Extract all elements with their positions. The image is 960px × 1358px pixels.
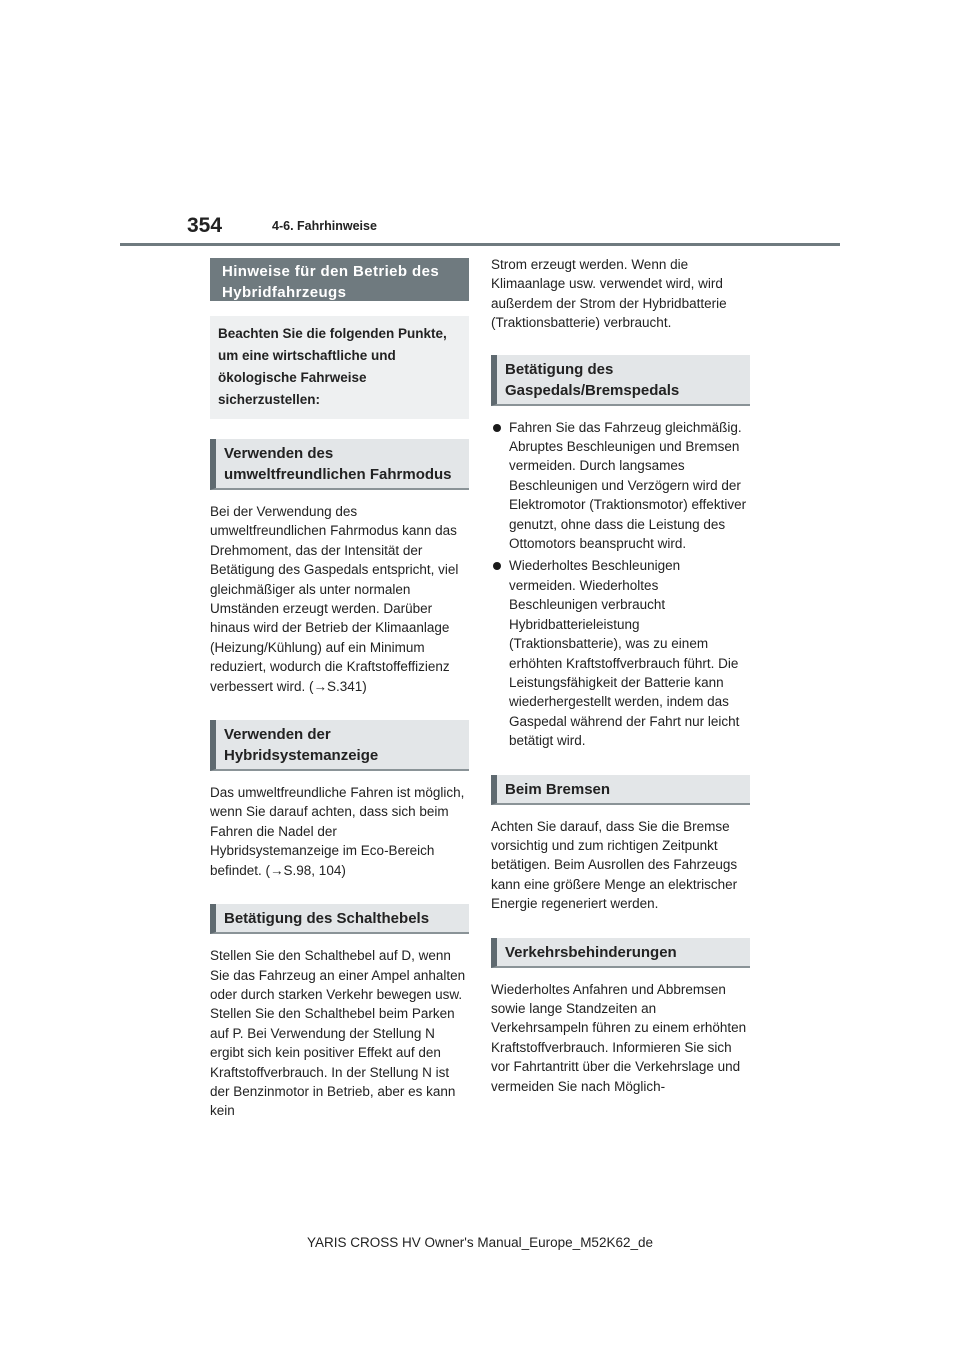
page-number: 354: [187, 214, 223, 237]
list-item: Fahren Sie das Fahrzeug gleichmäßig. Abruptes Beschleunigen und Bremsen vermeiden. Durch langsames Beschleunigen und Verzögern wird der Elektromotor (Traktionsmotor) effektiver genutzt, ohne dass die Leistung des Ottomotors beansprucht wird.: [491, 418, 750, 554]
text-traffic: Wiederholtes Anfahren und Abbremsen sowie lange Standzeiten an Verkehrsampeln führen zu einem erhöhten Kraftstoffverbrauch. Informieren Sie sich vor Fahrtantritt über die Verkehrslage und vermeiden Sie nach Möglich-: [491, 981, 747, 1094]
header-divider: [120, 243, 840, 246]
heading-pedals: Betätigung des Gaspedals/Bremspedals: [491, 355, 750, 406]
heading-shift-lever: Betätigung des Schalthebels: [210, 904, 469, 934]
heading-hybrid-display: Verwenden der Hybridsystemanzeige: [210, 720, 469, 771]
text-braking: Achten Sie darauf, dass Sie die Bremse vorsichtig und zum richtigen Zeitpunkt betätigen. Beim Ausrollen des Fahrzeugs kann eine größere Menge an elektrischer Energie regeneriert werden.: [491, 818, 738, 912]
list-item: Wiederholtes Beschleunigen vermeiden. Wiederholtes Beschleunigen verbraucht Hybridbatterieleistung (Traktionsbatterie), was zu einem erhöhten Kraftstoffverbrauch führt. Die Leistungsfähigkeit der Batterie kann wiederhergestellt werden, indem das Gaspedal während der Fahrt nur leicht betätigt wird.: [491, 556, 750, 750]
right-column: [491, 258, 750, 1096]
pedal-tips-list: [491, 418, 750, 751]
section-label: 4-6. Fahrhinweise: [272, 219, 377, 233]
text-eco-mode: Bei der Verwendung des umweltfreundlichen Fahrmodus kann das Drehmoment, das der Intensität der Betätigung des Gaspedals entspricht, viel gleichmäßiger als unter normalen Umständen erzeugt werden. Darüber hinaus wird der Betrieb der Klimaanlage (Heizung/Kühlung) auf ein Minimum reduziert, wodurch die Kraftstoffeffizienz verbessert wird. (→S.341): [210, 504, 459, 694]
heading-eco-mode: Verwenden des umweltfreundlichen Fahrmodus: [210, 439, 469, 490]
left-column: [210, 258, 469, 1121]
page-footer: YARIS CROSS HV Owner's Manual_Europe_M52K62_de: [307, 1235, 653, 1250]
main-title: Hinweise für den Betrieb des Hybridfahrzeugs: [210, 258, 469, 301]
intro-box: Beachten Sie die folgenden Punkte, um eine wirtschaftliche und ökologische Fahrweise sicherzustellen:: [210, 316, 469, 419]
heading-braking: Beim Bremsen: [491, 775, 750, 805]
heading-traffic: Verkehrsbehinderungen: [491, 938, 750, 968]
text-shift-lever-continued: Strom erzeugt werden. Wenn die Klimaanlage usw. verwendet wird, wird außerdem der Strom der Hybridbatterie (Traktionsbatterie) verbraucht.: [491, 257, 727, 331]
text-hybrid-display: Das umweltfreundliche Fahren ist möglich, wenn Sie darauf achten, dass sich beim Fahren die Nadel der Hybridsystemanzeige im Eco-Bereich befindet. (→S.98, 104): [210, 785, 465, 878]
text-shift-lever: Stellen Sie den Schalthebel auf D, wenn Sie das Fahrzeug an einer Ampel anhalten oder durch starken Verkehr bewegen usw. Stellen Sie den Schalthebel beim Parken auf P. Bei Verwendung der Stellung N ergibt sich kein positiver Effekt auf den Kraftstoffverbrauch. In der Stellung N ist der Benzinmotor in Betrieb, aber es kann kein: [210, 948, 466, 1119]
